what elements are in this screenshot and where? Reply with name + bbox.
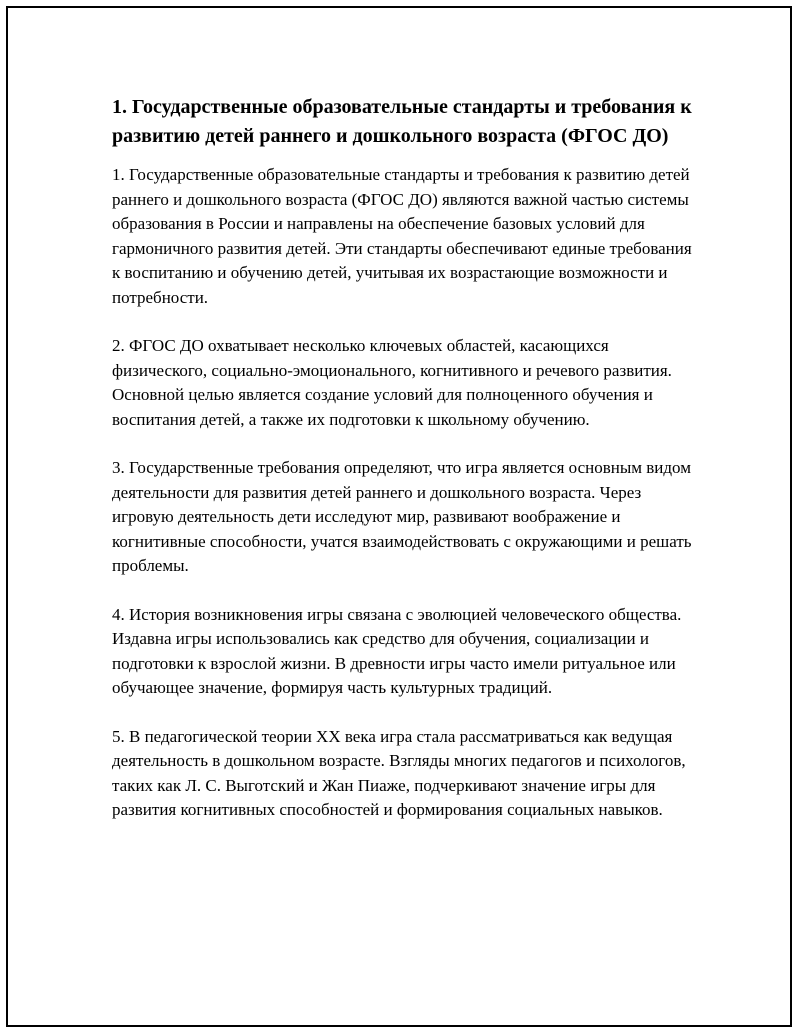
paragraph-3: 3. Государственные требования определяют, что игра является основным видом деятельности для развития детей раннего и дошкольного возраста. Через игровую деятельность дети исследуют мир, развивают воображение и когнитивные способности, учатся взаимодействовать с окружающими и решать проблемы. xyxy=(112,458,692,575)
document-title: 1. Государственные образовательные стандарты и требования к развитию детей раннего и дошкольного возраста (ФГОС ДО) xyxy=(112,96,692,147)
paragraph-5: 5. В педагогической теории XX века игра стала рассматриваться как ведущая деятельность в дошкольном возрасте. Взгляды многих педагогов и психологов, таких как Л. С. Выготский и Жан Пиаже, подчеркивают значение игры для развития когнитивных способностей и формирования социальных навыков. xyxy=(112,726,686,819)
document-body xyxy=(112,93,692,847)
paragraph-4: 4. История возникновения игры связана с эволюцией человеческого общества. Издавна игры использовались как средство для обучения, социализации и подготовки к взрослой жизни. В древности игры часто имели ритуальное или обучающее значение, формируя часть культурных традиций. xyxy=(112,604,682,697)
paragraph-2: 2. ФГОС ДО охватывает несколько ключевых областей, касающихся физического, социально-эмоционального, когнитивного и речевого развития. Основной целью является создание условий для полноценного обучения и воспитания детей, а также их подготовки к школьному обучению. xyxy=(112,336,672,429)
paragraph-1: 1. Государственные образовательные стандарты и требования к развитию детей раннего и дошкольного возраста (ФГОС ДО) являются важной частью системы образования в России и направлены на обеспечение базовых условий для гармоничного развития детей. Эти стандарты обеспечивают единые требования к воспитанию и обучению детей, учитывая их возрастающие возможности и потребности. xyxy=(112,165,692,307)
